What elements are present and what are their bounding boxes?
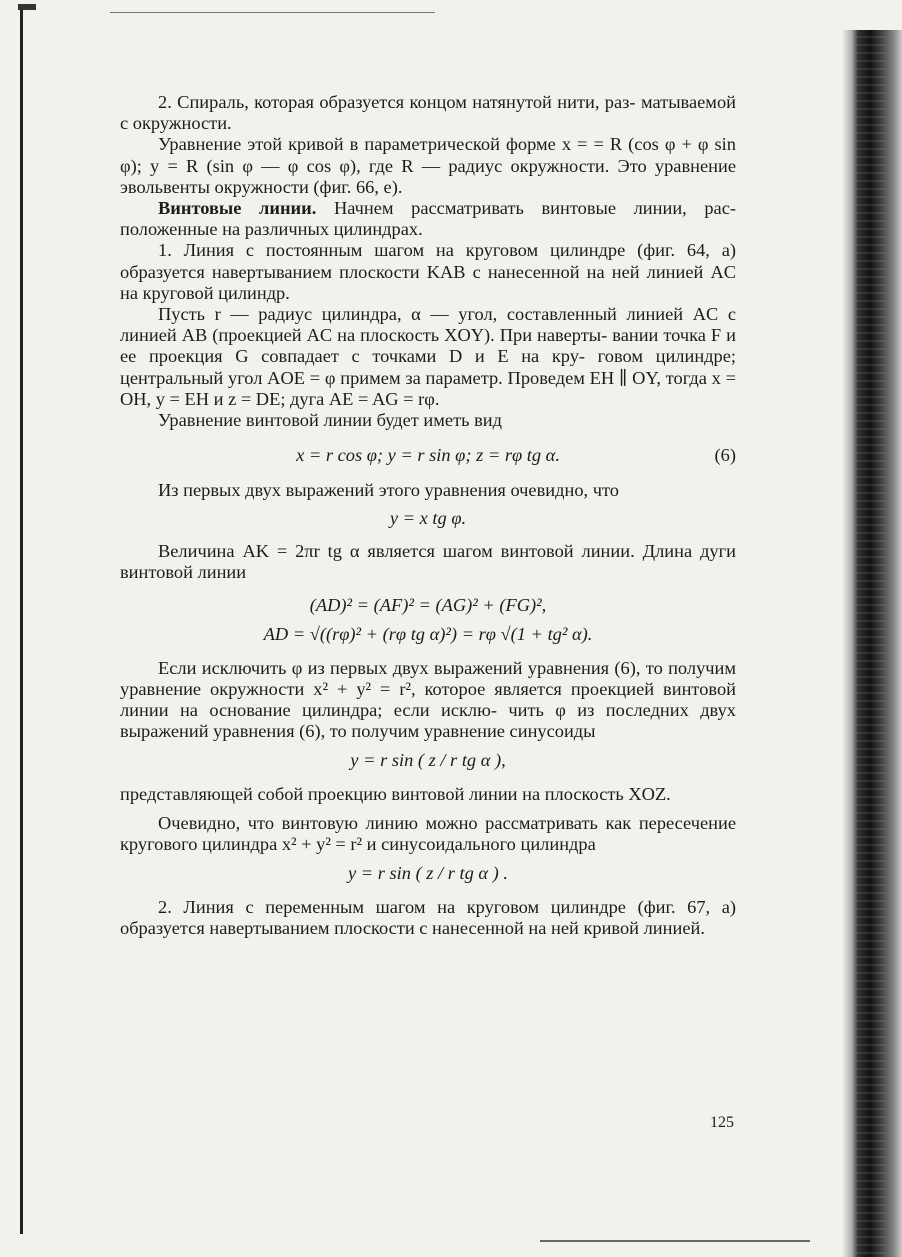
text-line: Величина AK = 2πr tg α является шагом винтовой линии. Длина (158, 540, 693, 561)
text-line: 2. Спираль, которая образуется концом натянутой нити, раз- (158, 92, 636, 112)
scan-bottom-edge-line (540, 1240, 810, 1242)
paragraph-spiral (120, 92, 736, 134)
text-line: Проведем EH ∥ OY, тогда x = OH, y = EH и z = DE; дуга (120, 367, 736, 409)
paragraph-variable-pitch (120, 897, 736, 939)
scan-left-edge-mark (18, 4, 36, 10)
text-line: Если исключить φ из первых двух выражений уравнения (6), (158, 657, 641, 678)
text-line: дуги винтовой линии (120, 540, 736, 583)
page-number: 125 (710, 1114, 734, 1131)
text-line: уравнение синусоиды (423, 721, 596, 742)
formula-text: AD = √((rφ)² + (rφ tg α)²) = rφ √(1 + tg² α). (263, 624, 593, 645)
text-line: чить φ из последних двух выражений уравнения (6), то получим (120, 700, 736, 742)
text-line: (фиг. 67, а) образуется навертыванием плоскости с нанесенной (120, 896, 737, 938)
formula-text: x = r cos φ; y = r sin φ; z = rφ tg α. (296, 445, 560, 466)
text-line: вании точка F и ее проекция G совпадает с точками D и E на кру- (120, 325, 736, 367)
text-line: = R (cos φ + φ sin φ); y = R (sin φ — φ cos φ), где R — радиус (120, 134, 736, 176)
paragraph-helical-intro (120, 198, 736, 240)
text-line: матываемой с окружности. (120, 92, 736, 134)
text-line: цилиндра (520, 834, 596, 855)
paragraph-pitch (120, 541, 736, 583)
text-line: пересечение кругового цилиндра x² + y² = r² и синусоидального (120, 812, 736, 855)
text-line: AE = AG = rφ. (328, 388, 440, 409)
formula-helix-equation (120, 443, 736, 468)
scan-left-edge-line (20, 4, 23, 1234)
text-line: Начнем рассматривать винтовые линии, рас- (316, 198, 736, 219)
section-heading: Винтовые линии. (158, 198, 317, 219)
paragraph-equation (120, 134, 736, 198)
page-body (120, 92, 736, 939)
text-line: проекцией винтовой линии на основание цилиндра; если исклю- (120, 678, 736, 721)
formula-ad-squared (120, 595, 736, 616)
text-line: представляющей собой проекцию винтовой линии на плоскость (120, 783, 624, 804)
text-line: (фиг. 64, а) образуется навертыванием плоскости KAB с нанесенной (120, 240, 737, 282)
paragraph-constant-pitch (120, 240, 736, 304)
equation-number: (6) (714, 445, 736, 466)
formula-text: y = r sin ( z / r tg α ) . (348, 863, 508, 884)
text-line: AC с линией AB (проекцией AC на плоскость XOY). При наверты- (120, 304, 736, 346)
formula-sinusoid-1 (120, 750, 736, 771)
formula-y-tg (120, 508, 736, 529)
formula-sinusoid-2 (120, 863, 736, 884)
paragraph-exclude-phi (120, 658, 736, 743)
formula-ad-length (120, 624, 736, 645)
text-line: 2. Линия с переменным шагом на круговом цилиндре (158, 896, 626, 917)
paragraph-definitions (120, 304, 736, 410)
formula-text: (AD)² = (AF)² = (AG)² + (FG)², (309, 595, 547, 616)
text-line: Очевидно, что винтовую линию можно рассматривать как (158, 812, 632, 833)
text-line: положенные на различных цилиндрах. (120, 219, 423, 240)
text-line: говом цилиндре; центральный угол AOE = φ примем за параметр. (120, 346, 736, 388)
text-line: Пусть r — радиус цилиндра, α — угол, составленный линией (158, 304, 684, 325)
text-line: на ней кривой линией. (528, 917, 705, 938)
text-line: на ней линией AC на круговой цилиндр. (120, 261, 736, 303)
text-line: окружности. Это уравнение эвольвенты окружности (фиг. 66, е). (120, 155, 736, 197)
text-line: 1. Линия с постоянным шагом на круговом цилиндре (158, 240, 626, 261)
formula-text: y = x tg φ. (389, 507, 467, 528)
text-line: Из первых двух выражений этого уравнения очевидно, что (158, 480, 619, 501)
text-line: то получим уравнение окружности x² + y² = r², которое является (120, 657, 736, 699)
text-line: XOZ. (628, 783, 671, 804)
paragraph-equation-intro (120, 410, 736, 431)
paragraph-intersection (120, 813, 736, 855)
paragraph-first-two (120, 480, 736, 501)
formula-text: y = r sin ( z / r tg α ), (350, 750, 506, 771)
book-spine-shadow (842, 30, 902, 1257)
scan-top-edge-line (110, 12, 435, 13)
text-line: Уравнение винтовой линии будет иметь вид (158, 410, 502, 431)
paragraph-projection (120, 784, 736, 805)
text-line: Уравнение этой кривой в параметрической форме x = (158, 134, 588, 155)
